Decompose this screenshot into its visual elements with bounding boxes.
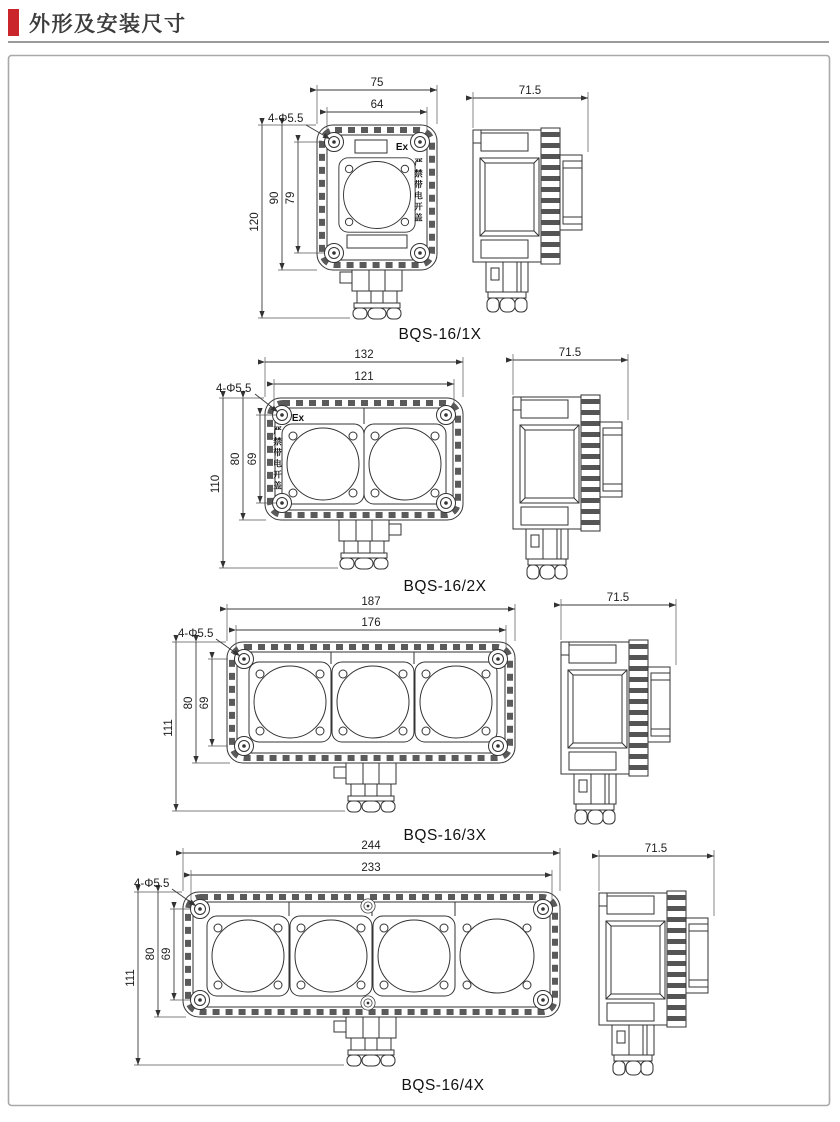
dim-height-total: 111 xyxy=(163,719,175,737)
warning-label-vertical: 严禁带电开盖 xyxy=(413,158,424,224)
dim-width-holes: 121 xyxy=(354,371,374,383)
drawing-caption: BQS-16/1X xyxy=(398,326,482,343)
dim-width-outer: 244 xyxy=(361,840,381,852)
dim-width-outer: 132 xyxy=(354,349,374,361)
dim-height-body: 90 xyxy=(269,191,281,205)
dim-width-outer: 75 xyxy=(370,77,384,89)
dim-side-width: 71.5 xyxy=(644,843,668,855)
dim-side-width: 71.5 xyxy=(558,347,582,359)
dim-height-body: 80 xyxy=(183,696,195,710)
drawing-caption: BQS-16/2X xyxy=(403,578,487,595)
dim-side-width: 71.5 xyxy=(518,85,542,97)
side-view xyxy=(561,592,676,824)
ex-mark: Ex xyxy=(291,413,305,424)
dim-height-holes: 69 xyxy=(161,947,173,961)
dim-height-holes: 79 xyxy=(285,191,297,205)
side-view xyxy=(473,85,588,312)
dim-height-total: 110 xyxy=(210,474,222,494)
dim-height-body: 80 xyxy=(230,452,242,466)
side-view xyxy=(513,347,628,579)
dim-height-total: 120 xyxy=(249,212,261,232)
dim-width-outer: 187 xyxy=(361,596,381,608)
drawing-caption: BQS-16/3X xyxy=(403,827,487,844)
side-view xyxy=(599,843,714,1075)
drawing-bqs16-3x xyxy=(163,592,676,844)
dim-height-holes: 69 xyxy=(199,696,211,710)
hole-callout: 4-Φ5.5 xyxy=(178,628,214,640)
dim-width-holes: 64 xyxy=(370,99,384,111)
hole-callout: 4-Φ5.5 xyxy=(216,383,252,395)
hole-callout: 4-Φ5.5 xyxy=(134,878,170,890)
drawing-caption: BQS-16/4X xyxy=(401,1077,485,1094)
dim-height-body: 80 xyxy=(145,947,157,961)
front-view xyxy=(227,642,515,812)
dim-width-holes: 176 xyxy=(361,617,381,629)
ex-mark: Ex xyxy=(395,142,409,153)
dim-height-total: 111 xyxy=(125,969,137,987)
hole-callout: 4-Φ5.5 xyxy=(268,113,304,125)
page-title: 外形及安装尺寸 xyxy=(29,13,187,36)
dim-width-holes: 233 xyxy=(361,862,381,874)
dim-height-holes: 69 xyxy=(247,452,259,466)
front-view xyxy=(183,892,560,1066)
drawing-bqs16-4x xyxy=(125,840,714,1094)
front-view xyxy=(265,398,463,569)
warning-label-vertical: 严禁带电开盖 xyxy=(272,426,283,492)
dim-side-width: 71.5 xyxy=(606,592,630,604)
